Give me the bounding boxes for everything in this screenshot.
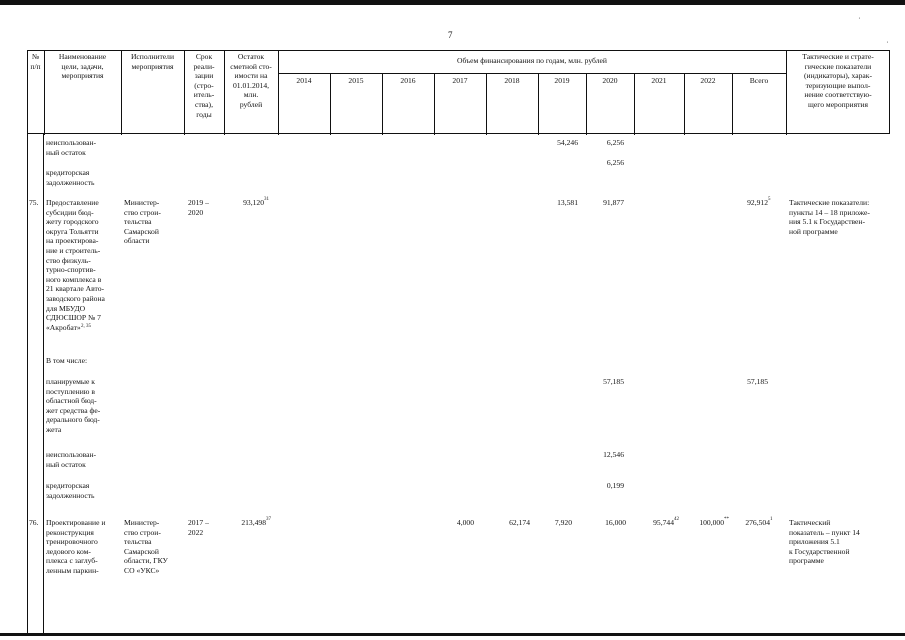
header-indicators: Тактические и страте- гические показатели (индикаторы), харак- теризующие выпол- нение соответствую- щего мероприятия: [802, 52, 874, 109]
row-indicators: Тактические показатели: пункты 14 – 18 приложе- ния 5.1 к Государствен- ной программе: [789, 198, 870, 236]
row-label-unused: неиспользован- ный остаток: [46, 450, 97, 469]
header-executors: Исполнители мероприятия: [130, 52, 175, 71]
cell-2020: 0,199: [606, 481, 624, 490]
year-2022: 2022: [700, 76, 716, 85]
year-2020: 2020: [602, 76, 618, 85]
page-number: 7: [448, 30, 453, 40]
footnote-mark: 1: [770, 517, 773, 522]
cell-2019: 13,581: [557, 198, 578, 207]
row-label-creditor: кредиторская задолженность: [46, 168, 95, 187]
year-2018: 2018: [504, 76, 520, 85]
year-2015: 2015: [348, 76, 364, 85]
column-rule: [43, 134, 44, 633]
footnote-mark: 42: [674, 517, 679, 522]
header-term: Срок реали- зации (стро- итель- ства), годы: [193, 52, 215, 119]
row-term: 2019 – 2020: [188, 198, 209, 217]
bottom-rule: [0, 633, 905, 636]
cell-remainder: 213,498: [241, 518, 266, 527]
scan-speck: ˙: [886, 40, 889, 49]
row-number: 75.: [29, 198, 39, 207]
cell-2020: 91,877: [603, 198, 624, 207]
row-term: 2017 – 2022: [188, 518, 209, 537]
header-name: Наименование цели, задачи, мероприятия: [58, 52, 107, 81]
row-name: Проектирование и реконструкция тренировочного ледового ком- плекса с заглуб- ленным паркин-: [46, 518, 106, 575]
year-2019: 2019: [554, 76, 570, 85]
footnote-mark: **: [724, 517, 729, 522]
top-rule: [0, 0, 905, 5]
cell-2020: 57,185: [603, 377, 624, 386]
year-2014: 2014: [296, 76, 312, 85]
header-number: № п/п: [30, 52, 41, 71]
cell-2017: 4,000: [456, 518, 474, 527]
row-label-creditor: кредиторская задолженность: [46, 481, 95, 500]
column-rule: [27, 134, 28, 633]
cell-2019: 7,920: [554, 518, 572, 527]
cell-2020: 16,000: [605, 518, 626, 527]
row-name: Предоставление субсидии бюд- жету городского округа Тольятти на проектирова- ние и строитель- ство физкуль- турно-спортив- ного комплекса в 21 квартале Авто- заводского района для МБУДО СДЮСШОР № 7 «Акробат»: [46, 198, 105, 332]
year-2021: 2021: [651, 76, 667, 85]
cell-total: 276,504: [745, 518, 770, 527]
row-executor: Министер- ство строи- тельства Самарской области, ГКУ СО «УКС»: [124, 518, 168, 575]
cell-total: 92,912: [747, 198, 768, 207]
header-financing: Объем финансирования по годам, млн. рублей: [457, 56, 607, 65]
cell-remainder: 93,120: [243, 198, 264, 207]
year-2016: 2016: [400, 76, 416, 85]
row-executor: Министер- ство строи- тельства Самарской области: [124, 198, 161, 246]
footnote-mark: 2, 35: [81, 324, 91, 329]
footnote-mark: 5: [768, 197, 771, 202]
row-label-unused: неиспользован- ный остаток: [46, 138, 97, 157]
header-remainder: Остаток сметной сто- имости на 01.01.2014, млн. рублей: [230, 52, 272, 109]
scan-speck: ˙: [858, 16, 861, 25]
cell-total: 57,185: [747, 377, 768, 386]
cell-2022: 100,000: [699, 518, 724, 527]
row-number: 76.: [29, 518, 39, 527]
cell-2021: 95,744: [653, 518, 674, 527]
row-indicators: Тактический показатель – пункт 14 приложения 5.1 к Государственной программе: [789, 518, 860, 566]
cell-2019: 54,246: [557, 138, 578, 147]
cell-2020: 12,546: [603, 450, 624, 459]
row-subtitle: В том числе:: [46, 356, 88, 365]
cell-2020: 6,256: [606, 138, 624, 147]
footnote-mark: 31: [264, 197, 269, 202]
row-label-planned: планируемые к поступлению в областной бюд- жет средства фе- дерального бюд- жета: [46, 377, 101, 434]
year-2017: 2017: [452, 76, 468, 85]
cell-2020: 6,256: [606, 158, 624, 167]
cell-2018: 62,174: [509, 518, 530, 527]
year-total: Всего: [749, 76, 769, 85]
footnote-mark: 37: [266, 517, 271, 522]
